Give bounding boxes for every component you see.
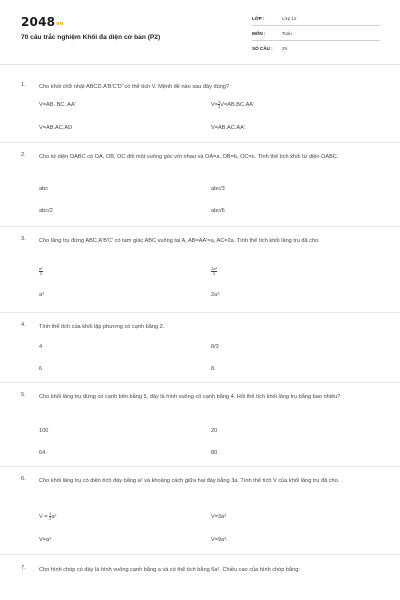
option-b[interactable]: 20 [211,428,218,434]
question-number: 7. [21,565,26,571]
meta-count-value: 29 [282,46,288,51]
question-separator [0,466,400,467]
option-a[interactable]: abc [39,186,49,192]
option-c[interactable]: 6 [39,366,43,372]
fraction: $\frac{1}{3}$ [218,99,221,109]
header-divider [0,64,400,65]
meta-subject-value: Toán [282,31,292,36]
option-b[interactable]: V= $\frac{1}{3}$ V=AB.BC.AA' [211,99,255,109]
option-c[interactable]: a³ [39,292,44,298]
page-title: 70 câu trắc nghiệm Khối đa diện cơ bản (P2) [21,34,161,41]
option-d[interactable]: 2a³. [211,292,221,298]
option-d[interactable]: V=9a³. [211,537,228,543]
question-text: Tính thể tích của khối lập phương có cạnh bằng 2. [39,324,165,330]
question-separator [0,142,400,143]
question-separator [0,554,400,555]
question-separator [0,382,400,383]
question-text: Cho khối chữ nhật ABCD.A'B'C'D' có thể tích V. Mệnh đề nào sau đây đúng? [39,84,230,90]
page-header [0,0,400,70]
option-b[interactable] [211,267,217,276]
meta-subject-label: MÔN : [252,31,266,36]
question-number: 6. [21,476,26,482]
option-a[interactable]: V = $\frac{3}{2}$ a³ [39,511,57,521]
question-text: Cho tứ diện OABC có OA, OB, OC đôi một vuông góc với nhau và OA=a, OB=b, OC=c. Tính thể tích khối tứ diện OABC. [39,154,339,160]
fraction: $\frac{\text{2a³}}{3}$ [211,266,217,276]
question-text: Cho khối lăng trụ có diện tích đáy bằng a² và khoảng cách giữa hai đáy bằng 3a. Tính thể tích V của khối lăng trụ đã cho. [39,478,340,484]
fraction: $\frac{\text{a³}}{3}$ [39,266,43,276]
meta-class [252,14,380,26]
question-number: 2. [21,152,26,158]
option-d[interactable]: V=AB.AC.AA'. [211,125,247,131]
fraction: $\frac{3}{2}$ [49,511,52,521]
option-a[interactable]: V=AB. BC. AA' [39,102,76,108]
option-d[interactable]: 80. [211,450,219,456]
option-c[interactable]: V=a³ [39,537,51,543]
question-number: 3. [21,236,26,242]
question-text: Cho lăng trụ đứng ABC.A'B'C' có tam giác ABC vuông tại A, AB=AA'=a, AC=2a. Tính thể tích khối lăng trụ đã cho. [39,238,320,244]
option-a[interactable]: 4 [39,344,43,350]
question-number: 1. [21,82,26,88]
option-b[interactable]: V=3a³ [211,514,227,520]
meta-class-label: LỚP : [252,16,265,21]
option-c[interactable]: 64 [39,450,46,456]
meta-question-count [252,44,380,56]
site-logo[interactable]: $2048^{vn}$ [21,15,64,29]
option-b[interactable]: 8/3 [211,344,219,350]
question-number: 5. [21,392,26,398]
question-number: 4. [21,322,26,328]
question-text: Cho khối lăng trụ đứng có cạnh bên bằng 5, đáy là hình vuông có cạnh bằng 4. Hỏi thể tích khối lăng trụ bằng bao nhiêu? [39,394,341,400]
option-d[interactable]: abc/6 [211,208,225,214]
option-a[interactable]: 100 [39,428,49,434]
question-separator [0,312,400,313]
option-c[interactable]: abc/2 [39,208,53,214]
meta-count-label: SỐ CÂU : [252,46,273,51]
option-b[interactable]: abc/3 [211,186,225,192]
option-c[interactable]: V=AB.AC.AD [39,125,73,131]
option-d[interactable]: 8. [211,366,216,372]
meta-subject [252,29,380,41]
meta-class-value: Lớp 12 [282,16,297,21]
question-text: Cho hình chóp có đáy là hình vuông cạnh bằng a và có thể tích bằng 6a³. Chiều cao của hình chóp bằng: [39,567,300,573]
option-a[interactable] [39,267,43,276]
question-separator [0,226,400,227]
